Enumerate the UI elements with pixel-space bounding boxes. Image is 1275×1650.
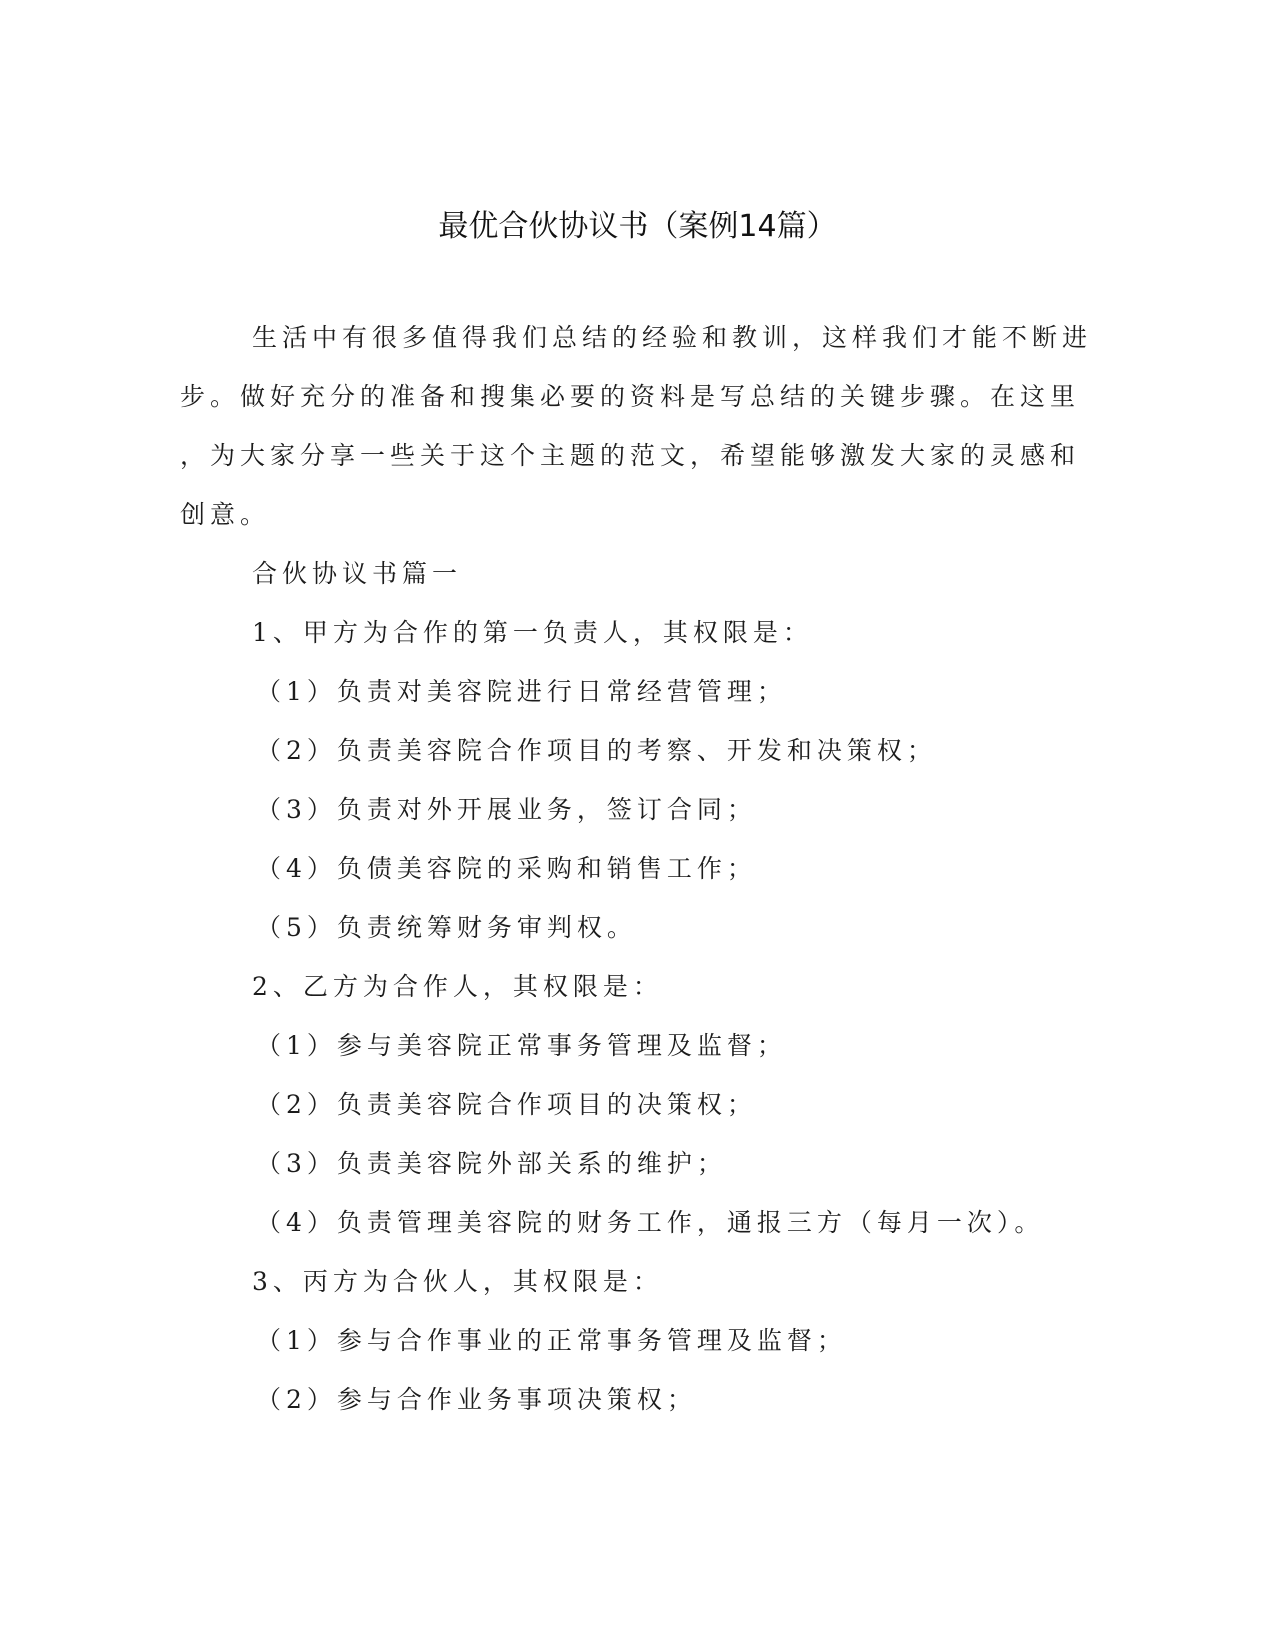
- clause-line: （1）负责对美容院进行日常经营管理；: [256, 677, 787, 706]
- clause-line: 1、甲方为合作的第一负责人，其权限是：: [252, 618, 813, 647]
- clause-line: （3）负责对外开展业务，签订合同；: [256, 795, 757, 824]
- clause-line: （4）负责管理美容院的财务工作，通报三方（每月一次）。: [256, 1208, 1045, 1237]
- intro-line-4: 创意。: [180, 500, 271, 529]
- clause-line: （5）负责统筹财务审判权。: [256, 913, 637, 942]
- clause-line: （2）负责美容院合作项目的决策权；: [256, 1090, 757, 1119]
- intro-line-3: ，为大家分享一些关于这个主题的范文，希望能够激发大家的灵感和: [180, 441, 1081, 470]
- clause-line: （4）负债美容院的采购和销售工作；: [256, 854, 757, 883]
- clause-line: 3、丙方为合伙人，其权限是：: [252, 1267, 663, 1296]
- clause-line: （2）参与合作业务事项决策权；: [256, 1385, 697, 1414]
- clause-line: （1）参与合作事业的正常事务管理及监督；: [256, 1326, 847, 1355]
- intro-line-1: 生活中有很多值得我们总结的经验和教训，这样我们才能不断进: [252, 323, 1093, 352]
- clause-line: 2、乙方为合作人，其权限是：: [252, 972, 663, 1001]
- clause-line: （1）参与美容院正常事务管理及监督；: [256, 1031, 787, 1060]
- section-heading: 合伙协议书篇一: [252, 559, 463, 588]
- clause-line: （2）负责美容院合作项目的考察、开发和决策权；: [256, 736, 937, 765]
- document-title: 最优合伙协议书（案例14篇）: [438, 209, 837, 244]
- clause-line: （3）负责美容院外部关系的维护；: [256, 1149, 727, 1178]
- intro-line-2: 步。做好充分的准备和搜集必要的资料是写总结的关键步骤。在这里: [180, 382, 1081, 411]
